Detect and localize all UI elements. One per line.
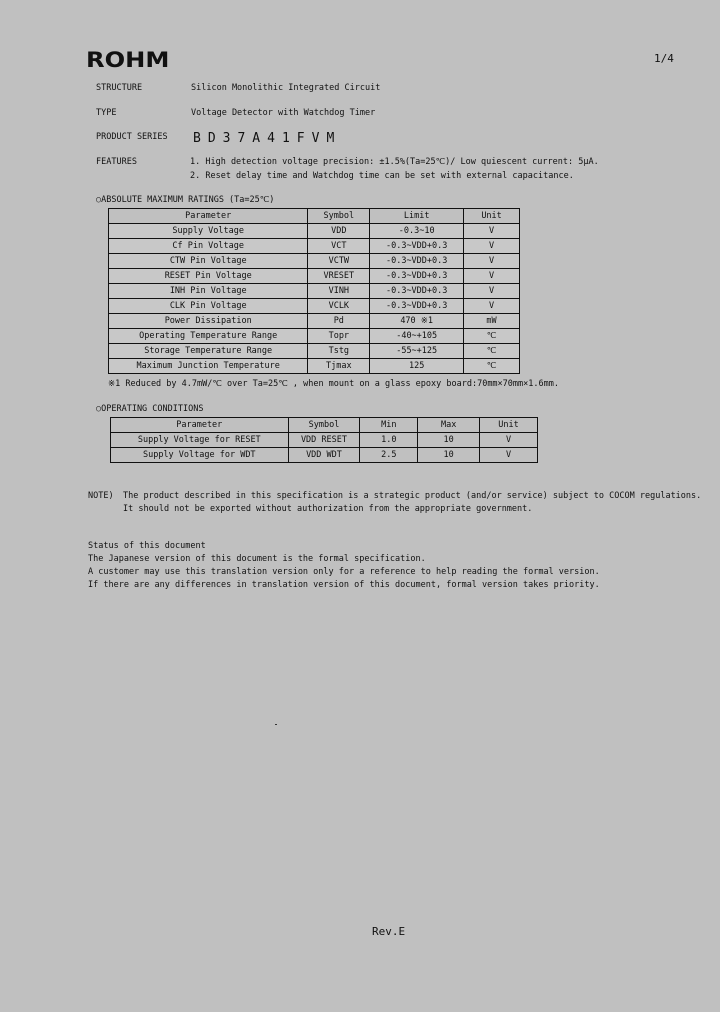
series-value: BD37A41FVM xyxy=(193,131,342,146)
note-label: NOTE) xyxy=(88,491,114,501)
cell: ℃ xyxy=(464,329,520,344)
table-header-row xyxy=(111,418,538,433)
cell: VCTW xyxy=(308,254,370,269)
op-cond-title: ○OPERATING CONDITIONS xyxy=(96,404,204,414)
cell: INH Pin Voltage xyxy=(109,284,308,299)
cell: -55~+125 xyxy=(370,344,464,359)
header-limit: Limit xyxy=(370,209,464,224)
structure-label: STRUCTURE xyxy=(96,83,143,93)
revision: Rev.E xyxy=(372,925,406,938)
cell: Supply Voltage xyxy=(109,224,308,239)
cell: VRESET xyxy=(308,269,370,284)
cell: Storage Temperature Range xyxy=(109,344,308,359)
feature-2: 2. Reset delay time and Watchdog time can be set with external capacitance. xyxy=(190,171,574,181)
cell: -0.3~10 xyxy=(370,224,464,239)
table-row xyxy=(109,299,520,314)
header-parameter: Parameter xyxy=(109,209,308,224)
table-row xyxy=(109,224,520,239)
header-max: Max xyxy=(418,418,480,433)
features-label: FEATURES xyxy=(96,157,137,167)
type-label: TYPE xyxy=(96,108,117,118)
cell: ℃ xyxy=(464,359,520,374)
cell: VDD xyxy=(308,224,370,239)
rohm-logo: ROHM xyxy=(86,48,170,72)
series-label: PRODUCT SERIES xyxy=(96,132,168,142)
table-row xyxy=(109,314,520,329)
feature-1: 1. High detection voltage precision: ±1.5%(Ta=25℃)/ Low quiescent current: 5μA. xyxy=(190,157,599,167)
note-line-1: The product described in this specification is a strategic product (and/or service) subject to COCOM regulations. xyxy=(123,491,702,501)
header-symbol: Symbol xyxy=(288,418,360,433)
header-parameter: Parameter xyxy=(111,418,289,433)
cell: -40~+105 xyxy=(370,329,464,344)
cell: 470 ※1 xyxy=(370,314,464,329)
cell: -0.3~VDD+0.3 xyxy=(370,239,464,254)
status-title: Status of this document xyxy=(88,541,206,551)
cell: 125 xyxy=(370,359,464,374)
status-line-2: A customer may use this translation version only for a reference to help reading the formal version. xyxy=(88,567,600,577)
table-row xyxy=(109,344,520,359)
cell: V xyxy=(480,448,538,463)
cell: Operating Temperature Range xyxy=(109,329,308,344)
abs-max-title: ○ABSOLUTE MAXIMUM RATINGS (Ta=25℃) xyxy=(96,195,275,205)
cell: VCT xyxy=(308,239,370,254)
cell: Cf Pin Voltage xyxy=(109,239,308,254)
cell: V xyxy=(480,433,538,448)
cell: mW xyxy=(464,314,520,329)
table-row xyxy=(111,448,538,463)
table-header-row xyxy=(109,209,520,224)
cell: -0.3~VDD+0.3 xyxy=(370,284,464,299)
cell: V xyxy=(464,224,520,239)
cell: Pd xyxy=(308,314,370,329)
cell: -0.3~VDD+0.3 xyxy=(370,269,464,284)
cell: 10 xyxy=(418,433,480,448)
cell: CTW Pin Voltage xyxy=(109,254,308,269)
cell: Power Dissipation xyxy=(109,314,308,329)
cell: VCLK xyxy=(308,299,370,314)
header-symbol: Symbol xyxy=(308,209,370,224)
scan-speck xyxy=(275,724,277,725)
table-row xyxy=(109,359,520,374)
status-line-1: The Japanese version of this document is the formal specification. xyxy=(88,554,426,564)
table-row xyxy=(109,284,520,299)
page-number: 1/4 xyxy=(654,52,674,65)
cell: Tjmax xyxy=(308,359,370,374)
cell: 10 xyxy=(418,448,480,463)
cell: Supply Voltage for WDT xyxy=(111,448,289,463)
cell: Maximum Junction Temperature xyxy=(109,359,308,374)
cell: Topr xyxy=(308,329,370,344)
note-line-2: It should not be exported without authorization from the appropriate government. xyxy=(123,504,533,514)
header-unit: Unit xyxy=(480,418,538,433)
cell: Tstg xyxy=(308,344,370,359)
table-row xyxy=(109,239,520,254)
cell: VDD RESET xyxy=(288,433,360,448)
cell: Supply Voltage for RESET xyxy=(111,433,289,448)
table-row xyxy=(109,329,520,344)
cell: RESET Pin Voltage xyxy=(109,269,308,284)
cell: 2.5 xyxy=(360,448,418,463)
cell: VINH xyxy=(308,284,370,299)
cell: V xyxy=(464,254,520,269)
op-cond-table xyxy=(110,417,538,463)
status-line-3: If there are any differences in translation version of this document, formal version takes priority. xyxy=(88,580,600,590)
header-unit: Unit xyxy=(464,209,520,224)
cell: VDD WDT xyxy=(288,448,360,463)
cell: 1.0 xyxy=(360,433,418,448)
cell: CLK Pin Voltage xyxy=(109,299,308,314)
structure-value: Silicon Monolithic Integrated Circuit xyxy=(191,83,381,93)
header-min: Min xyxy=(360,418,418,433)
cell: V xyxy=(464,239,520,254)
type-value: Voltage Detector with Watchdog Timer xyxy=(191,108,376,118)
table-row xyxy=(111,433,538,448)
cell: V xyxy=(464,269,520,284)
table-row xyxy=(109,269,520,284)
cell: -0.3~VDD+0.3 xyxy=(370,299,464,314)
abs-max-footnote: ※1 Reduced by 4.7mW/℃ over Ta=25℃ , when mount on a glass epoxy board:70mm×70mm×1.6mm. xyxy=(108,379,559,389)
cell: V xyxy=(464,284,520,299)
cell: V xyxy=(464,299,520,314)
cell: -0.3~VDD+0.3 xyxy=(370,254,464,269)
abs-max-table xyxy=(108,208,520,374)
cell: ℃ xyxy=(464,344,520,359)
table-row xyxy=(109,254,520,269)
